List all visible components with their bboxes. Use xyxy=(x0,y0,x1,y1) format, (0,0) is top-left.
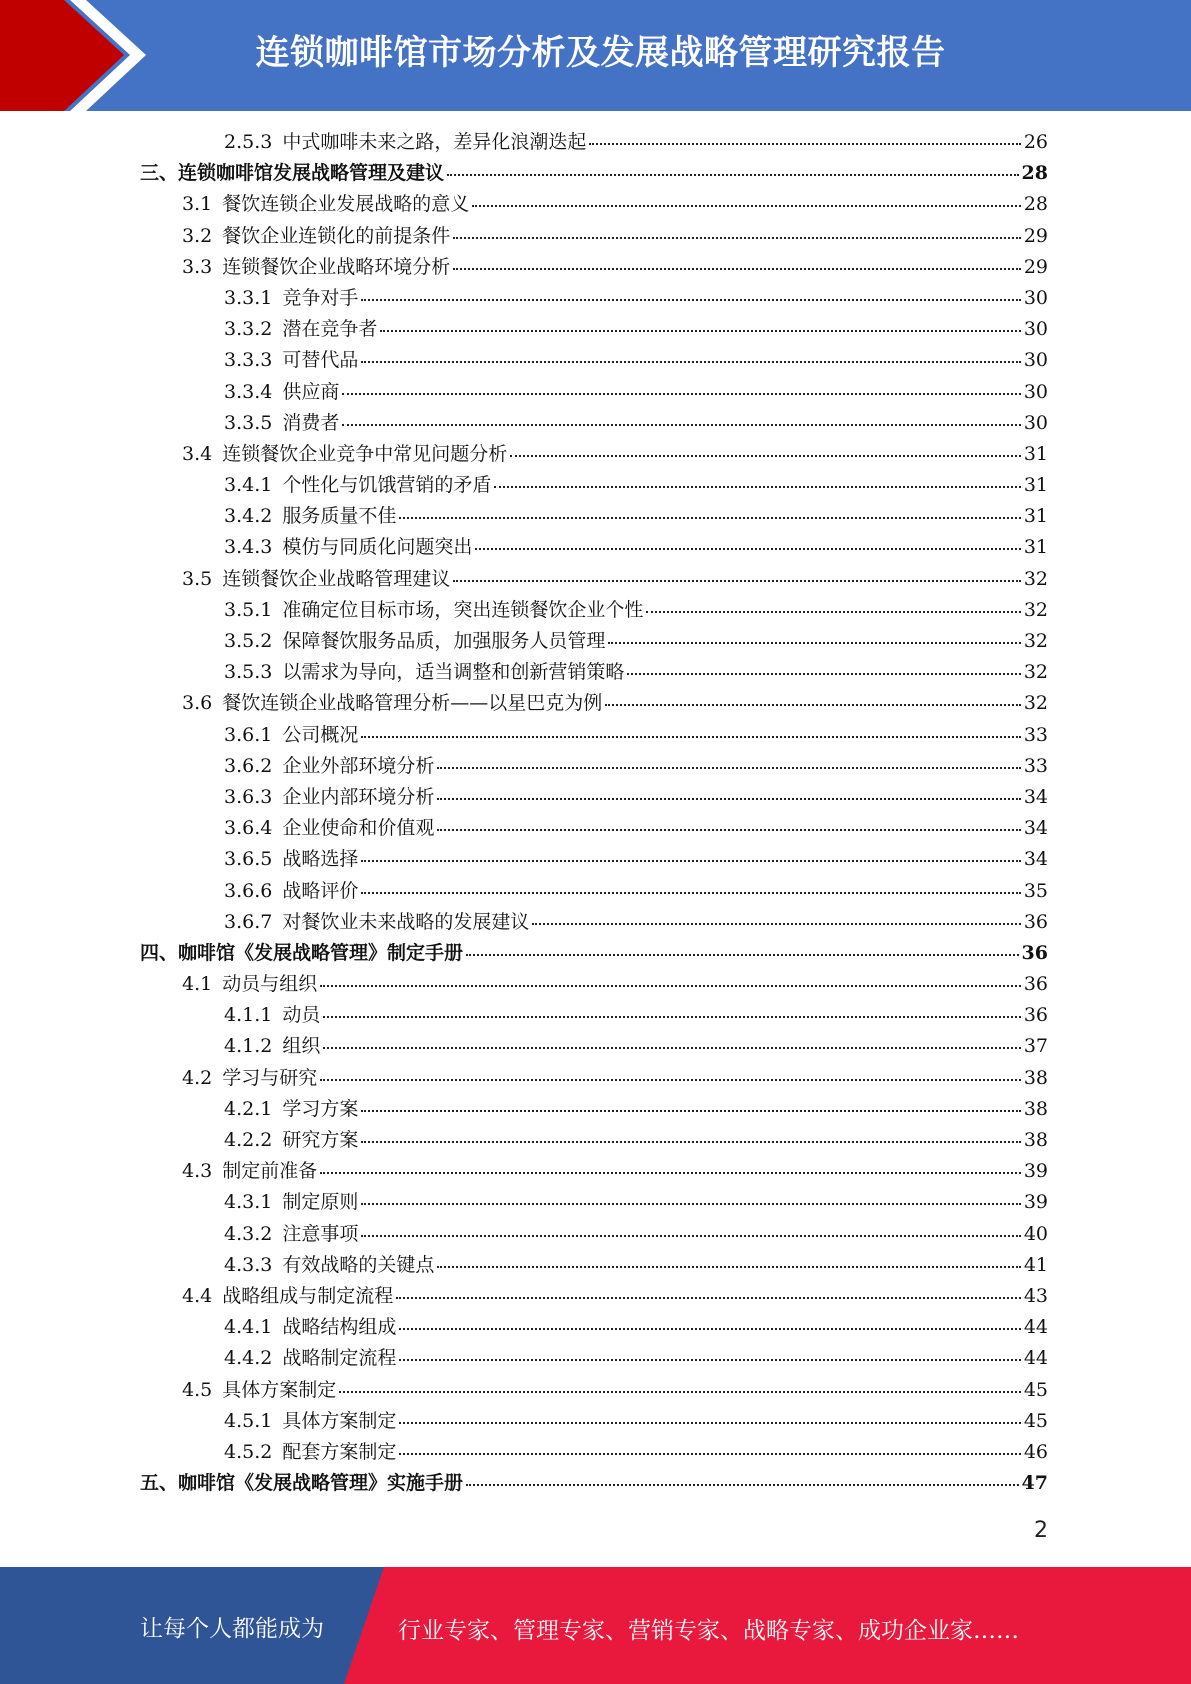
toc-entry[interactable] xyxy=(140,1094,1048,1125)
toc-entry-title: 动员与组织 xyxy=(222,973,318,996)
toc-entry-number: 4.3.2 xyxy=(224,1222,273,1245)
toc-dot-leader xyxy=(361,360,1020,363)
toc-entry[interactable] xyxy=(140,564,1048,595)
toc-dot-leader xyxy=(494,485,1020,488)
toc-entry[interactable] xyxy=(140,221,1048,252)
toc-entry-title: 企业使命和价值观 xyxy=(282,817,435,840)
toc-entry-page: 45 xyxy=(1023,1378,1048,1401)
footer-slogan-left: 让每个人都能成为 xyxy=(140,1616,324,1642)
toc-entry[interactable] xyxy=(140,1437,1048,1468)
toc-entry[interactable] xyxy=(140,782,1048,813)
toc-entry-number: 4.1.1 xyxy=(224,1004,273,1027)
toc-dot-leader xyxy=(453,267,1021,270)
toc-entry[interactable] xyxy=(140,876,1048,907)
toc-entry[interactable] xyxy=(140,1219,1048,1250)
toc-entry-page: 32 xyxy=(1023,692,1048,715)
toc-entry[interactable] xyxy=(140,1281,1048,1312)
toc-dot-leader xyxy=(510,454,1021,457)
toc-entry-page: 32 xyxy=(1023,630,1048,652)
toc-entry-title: 战略评价 xyxy=(282,879,359,902)
toc-entry-number: 3.3.1 xyxy=(224,286,273,309)
toc-dot-leader xyxy=(532,922,1020,925)
toc-dot-leader xyxy=(361,735,1020,738)
toc-dot-leader xyxy=(399,1452,1020,1455)
toc-entry-page: 37 xyxy=(1023,1035,1048,1058)
toc-entry-title: 战略选择 xyxy=(282,848,359,871)
toc-entry-page: 31 xyxy=(1023,442,1048,465)
toc-entry[interactable] xyxy=(140,345,1048,376)
toc-entry[interactable] xyxy=(140,189,1048,220)
toc-entry-page: 34 xyxy=(1023,848,1048,871)
toc-dot-leader xyxy=(320,1171,1021,1174)
toc-dot-leader xyxy=(361,1140,1020,1143)
toc-entry[interactable] xyxy=(140,1250,1048,1281)
toc-dot-leader xyxy=(472,204,1021,207)
toc-entry-page: 44 xyxy=(1023,1316,1048,1339)
toc-entry[interactable] xyxy=(140,501,1048,532)
toc-entry[interactable] xyxy=(140,844,1048,875)
toc-entry-title: 准确定位目标市场，突出连锁餐饮企业个性 xyxy=(282,598,644,621)
toc-entry[interactable] xyxy=(140,688,1048,719)
toc-dot-leader xyxy=(342,423,1020,426)
toc-entry-title: 制定前准备 xyxy=(222,1160,318,1183)
toc-entry[interactable] xyxy=(140,1187,1048,1218)
toc-entry-number: 4.1 xyxy=(182,973,213,996)
toc-entry-title: 消费者 xyxy=(282,411,340,434)
toc-dot-leader xyxy=(361,298,1020,301)
toc-entry-number: 3.3.2 xyxy=(224,318,273,341)
toc-dot-leader xyxy=(605,703,1021,706)
toc-dot-leader xyxy=(608,641,1020,644)
toc-dot-leader xyxy=(466,1483,1019,1486)
toc-entry[interactable] xyxy=(140,1000,1048,1031)
toc-entry-title: 五、咖啡馆《发展战略管理》实施手册 xyxy=(140,1472,464,1495)
toc-entry[interactable] xyxy=(140,969,1048,1000)
toc-entry-title: 具体方案制定 xyxy=(222,1378,337,1401)
toc-entry-page: 36 xyxy=(1023,973,1048,996)
toc-entry-page: 36 xyxy=(1021,941,1048,964)
document-title: 连锁咖啡馆市场分析及发展战略管理研究报告 xyxy=(255,33,946,73)
toc-entry[interactable] xyxy=(140,1031,1048,1062)
toc-entry[interactable] xyxy=(140,470,1048,501)
toc-dot-leader xyxy=(399,1327,1020,1330)
toc-entry-title: 连锁餐饮企业战略管理建议 xyxy=(222,567,451,590)
footer-slogan-right: 行业专家、管理专家、营销专家、战略专家、成功企业家…… xyxy=(398,1618,1019,1644)
toc-dot-leader xyxy=(361,1109,1020,1112)
toc-entry[interactable] xyxy=(140,720,1048,751)
toc-entry-number: 4.4 xyxy=(182,1284,213,1307)
toc-entry-title: 可替代品 xyxy=(282,349,359,372)
toc-dot-leader xyxy=(437,797,1020,800)
toc-entry-title: 模仿与同质化问题突出 xyxy=(282,536,473,559)
toc-entry-number: 3.5 xyxy=(182,567,213,590)
toc-entry[interactable] xyxy=(140,938,1048,969)
toc-dot-leader xyxy=(646,610,1020,613)
toc-entry-page: 45 xyxy=(1023,1409,1048,1432)
toc-dot-leader xyxy=(320,984,1021,987)
toc-entry-title: 企业内部环境分析 xyxy=(282,785,435,808)
toc-entry-number: 3.4.2 xyxy=(224,505,273,528)
toc-entry-number: 4.5.1 xyxy=(224,1409,273,1432)
toc-entry-title: 动员 xyxy=(282,1004,321,1027)
toc-entry-number: 3.3.5 xyxy=(224,411,273,434)
toc-dot-leader xyxy=(323,1015,1020,1018)
toc-entry-page: 30 xyxy=(1023,411,1048,434)
toc-entry-page: 47 xyxy=(1021,1472,1048,1495)
toc-entry-title: 连锁餐饮企业战略环境分析 xyxy=(222,255,451,278)
toc-entry-page: 39 xyxy=(1023,1191,1048,1214)
toc-entry-title: 组织 xyxy=(282,1035,321,1058)
toc-dot-leader xyxy=(466,953,1019,956)
toc-entry-page: 44 xyxy=(1023,1347,1048,1370)
toc-entry-number: 4.3.3 xyxy=(224,1253,273,1276)
page-number: 2 xyxy=(1034,1518,1048,1543)
toc-dot-leader xyxy=(437,828,1020,831)
toc-entry-page: 38 xyxy=(1023,1129,1048,1151)
toc-entry[interactable] xyxy=(140,813,1048,844)
toc-dot-leader xyxy=(320,1078,1021,1081)
toc-entry-number: 3.6.3 xyxy=(224,785,273,808)
toc-entry-title: 潜在竞争者 xyxy=(282,318,378,341)
toc-entry-title: 服务质量不佳 xyxy=(282,505,397,528)
toc-entry-title: 四、咖啡馆《发展战略管理》制定手册 xyxy=(140,941,464,964)
toc-entry[interactable] xyxy=(140,1406,1048,1437)
toc-entry-page: 26 xyxy=(1023,131,1048,153)
toc-entry-number: 3.6.5 xyxy=(224,848,273,871)
toc-entry-title: 三、连锁咖啡馆发展战略管理及建议 xyxy=(140,162,445,185)
toc-entry-number: 3.6.4 xyxy=(224,817,273,840)
toc-entry-title: 具体方案制定 xyxy=(282,1409,397,1432)
toc-dot-leader xyxy=(453,236,1021,239)
toc-entry-page: 33 xyxy=(1023,754,1048,777)
toc-dot-leader xyxy=(361,1202,1020,1205)
toc-entry-number: 3.4 xyxy=(182,442,213,465)
toc-entry-page: 30 xyxy=(1023,286,1048,309)
toc-entry-title: 竞争对手 xyxy=(282,286,359,309)
toc-entry-page: 34 xyxy=(1023,785,1048,808)
toc-entry[interactable] xyxy=(140,532,1048,563)
toc-entry-title: 餐饮连锁企业发展战略的意义 xyxy=(222,193,470,216)
toc-entry-page: 32 xyxy=(1023,598,1048,621)
toc-entry[interactable] xyxy=(140,408,1048,439)
toc-entry-page: 35 xyxy=(1023,879,1048,902)
toc-entry-number: 4.2.2 xyxy=(224,1129,273,1151)
toc-entry-title: 连锁餐饮企业竞争中常见问题分析 xyxy=(222,442,508,465)
toc-entry-page: 30 xyxy=(1023,318,1048,341)
toc-entry-page: 28 xyxy=(1021,162,1048,185)
toc-entry-title: 保障餐饮服务品质，加强服务人员管理 xyxy=(282,630,606,652)
toc-entry[interactable] xyxy=(140,1125,1048,1156)
toc-entry-page: 33 xyxy=(1023,723,1048,746)
toc-entry-number: 4.2 xyxy=(182,1066,213,1089)
toc-entry-number: 3.6.2 xyxy=(224,754,273,777)
toc-entry-page: 46 xyxy=(1023,1440,1048,1463)
toc-entry-number: 2.5.3 xyxy=(224,131,273,153)
toc-dot-leader xyxy=(589,142,1020,145)
toc-entry-number: 3.6.7 xyxy=(224,910,273,933)
toc-entry-title: 战略结构组成 xyxy=(282,1316,397,1339)
toc-entry-page: 29 xyxy=(1023,224,1048,247)
toc-entry-page: 28 xyxy=(1023,193,1048,216)
toc-entry-title: 以需求为导向，适当调整和创新营销策略 xyxy=(282,661,625,684)
toc-dot-leader xyxy=(323,1046,1020,1049)
toc-entry[interactable] xyxy=(140,439,1048,470)
toc-entry[interactable] xyxy=(140,1063,1048,1094)
toc-entry-number: 4.5 xyxy=(182,1378,213,1401)
header-banner xyxy=(0,0,1191,111)
toc-entry-page: 34 xyxy=(1023,817,1048,840)
toc-entry-number: 3.5.3 xyxy=(224,661,273,684)
toc-entry-page: 30 xyxy=(1023,380,1048,403)
toc-entry-number: 4.3 xyxy=(182,1160,213,1183)
toc-entry-page: 43 xyxy=(1023,1284,1048,1307)
toc-entry-number: 4.2.1 xyxy=(224,1097,273,1120)
toc-entry[interactable] xyxy=(140,377,1048,408)
toc-entry-title: 制定原则 xyxy=(282,1191,359,1214)
toc-entry[interactable] xyxy=(140,1375,1048,1406)
toc-entry-number: 3.3 xyxy=(182,255,213,278)
toc-entry-title: 注意事项 xyxy=(282,1222,359,1245)
toc-entry-number: 4.5.2 xyxy=(224,1440,273,1463)
toc-dot-leader xyxy=(475,547,1020,550)
toc-entry-page: 31 xyxy=(1023,474,1048,497)
toc-entry-number: 3.3.3 xyxy=(224,349,273,372)
table-of-contents xyxy=(140,127,1048,1499)
toc-dot-leader xyxy=(627,672,1020,675)
toc-entry-title: 企业外部环境分析 xyxy=(282,754,435,777)
toc-entry-page: 38 xyxy=(1023,1097,1048,1120)
toc-entry-title: 配套方案制定 xyxy=(282,1440,397,1463)
toc-entry-title: 学习方案 xyxy=(282,1097,359,1120)
toc-entry-title: 学习与研究 xyxy=(222,1066,318,1089)
toc-entry-title: 餐饮连锁企业战略管理分析——以星巴克为例 xyxy=(222,692,603,715)
toc-entry-page: 41 xyxy=(1023,1253,1048,1276)
toc-entry-page: 29 xyxy=(1023,255,1048,278)
toc-dot-leader xyxy=(437,1265,1020,1268)
toc-entry-number: 3.2 xyxy=(182,224,213,247)
toc-dot-leader xyxy=(361,859,1020,862)
toc-entry-number: 4.3.1 xyxy=(224,1191,273,1214)
toc-entry-title: 战略组成与制定流程 xyxy=(222,1284,394,1307)
toc-dot-leader xyxy=(453,579,1021,582)
toc-entry-title: 公司概况 xyxy=(282,723,359,746)
toc-entry-number: 3.5.2 xyxy=(224,630,273,652)
toc-entry-page: 30 xyxy=(1023,349,1048,372)
toc-entry-number: 4.4.1 xyxy=(224,1316,273,1339)
toc-entry-page: 39 xyxy=(1023,1160,1048,1183)
toc-entry[interactable] xyxy=(140,626,1048,657)
toc-entry-title: 餐饮企业连锁化的前提条件 xyxy=(222,224,451,247)
toc-entry[interactable] xyxy=(140,595,1048,626)
toc-entry-number: 3.6 xyxy=(182,692,213,715)
toc-dot-leader xyxy=(361,891,1020,894)
toc-dot-leader xyxy=(361,1234,1020,1237)
toc-entry-title: 中式咖啡未来之路，差异化浪潮迭起 xyxy=(282,131,587,153)
toc-entry-page: 40 xyxy=(1023,1222,1048,1245)
toc-entry[interactable] xyxy=(140,314,1048,345)
toc-dot-leader xyxy=(380,329,1020,332)
toc-entry-page: 32 xyxy=(1023,661,1048,684)
toc-entry-number: 3.4.3 xyxy=(224,536,273,559)
toc-entry-title: 供应商 xyxy=(282,380,340,403)
toc-entry-number: 4.1.2 xyxy=(224,1035,273,1058)
toc-entry-number: 3.6.6 xyxy=(224,879,273,902)
toc-entry-number: 3.1 xyxy=(182,193,213,216)
toc-dot-leader xyxy=(399,516,1020,519)
toc-entry-page: 36 xyxy=(1023,910,1048,933)
toc-entry[interactable] xyxy=(140,1343,1048,1374)
toc-dot-leader xyxy=(339,1390,1021,1393)
toc-entry-title: 对餐饮业未来战略的发展建议 xyxy=(282,910,530,933)
toc-entry[interactable] xyxy=(140,283,1048,314)
toc-entry-number: 3.4.1 xyxy=(224,474,273,497)
toc-entry-number: 4.4.2 xyxy=(224,1347,273,1370)
toc-entry-page: 38 xyxy=(1023,1066,1048,1089)
toc-entry-page: 32 xyxy=(1023,567,1048,590)
toc-entry-title: 个性化与饥饿营销的矛盾 xyxy=(282,474,492,497)
toc-entry[interactable] xyxy=(140,127,1048,158)
toc-entry-page: 31 xyxy=(1023,505,1048,528)
toc-entry[interactable] xyxy=(140,1468,1048,1499)
toc-entry-title: 战略制定流程 xyxy=(282,1347,397,1370)
toc-dot-leader xyxy=(396,1296,1021,1299)
toc-entry-page: 36 xyxy=(1023,1004,1048,1027)
toc-entry[interactable] xyxy=(140,252,1048,283)
toc-entry-page: 31 xyxy=(1023,536,1048,559)
toc-entry[interactable] xyxy=(140,1156,1048,1187)
toc-dot-leader xyxy=(447,173,1019,176)
toc-entry-title: 研究方案 xyxy=(282,1129,359,1151)
toc-entry[interactable] xyxy=(140,907,1048,938)
toc-entry[interactable] xyxy=(140,751,1048,782)
toc-entry[interactable] xyxy=(140,158,1048,189)
toc-dot-leader xyxy=(437,766,1020,769)
toc-entry[interactable] xyxy=(140,1312,1048,1343)
toc-dot-leader xyxy=(399,1358,1020,1361)
toc-dot-leader xyxy=(399,1421,1020,1424)
toc-entry-title: 有效战略的关键点 xyxy=(282,1253,435,1276)
toc-dot-leader xyxy=(342,392,1020,395)
toc-entry-number: 3.3.4 xyxy=(224,380,273,403)
toc-entry-number: 3.5.1 xyxy=(224,598,273,621)
toc-entry[interactable] xyxy=(140,657,1048,688)
toc-entry-number: 3.6.1 xyxy=(224,723,273,746)
